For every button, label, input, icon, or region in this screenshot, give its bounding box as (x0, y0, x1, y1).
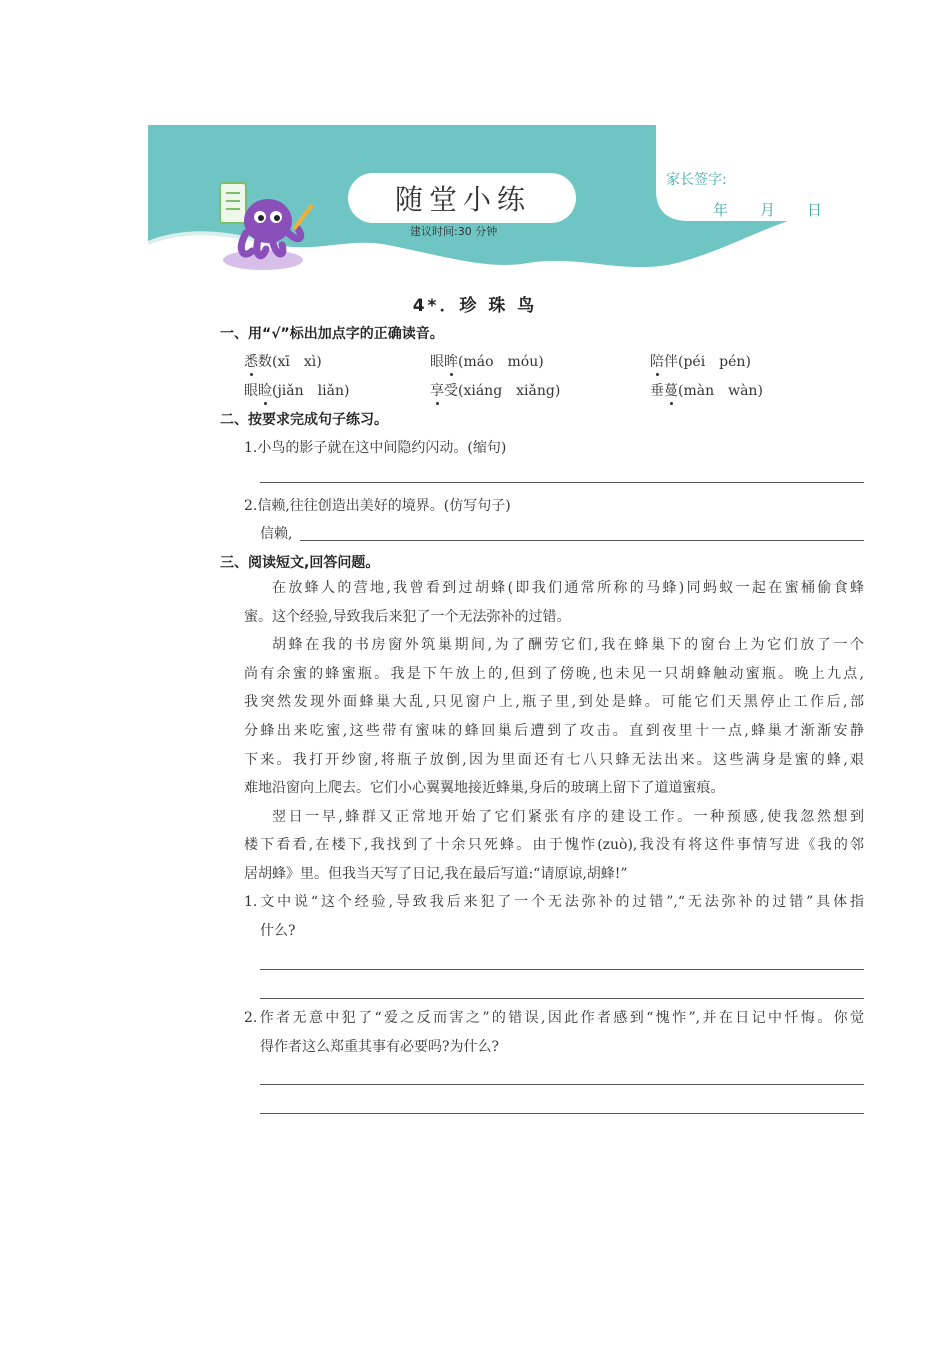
header-banner (148, 125, 938, 285)
pinyin-item: 悉数(xī xì) (244, 351, 322, 371)
year-label: 年 (713, 201, 729, 219)
date-fields (713, 199, 822, 220)
worksheet-title: 随堂小练 (394, 183, 531, 216)
answer-line[interactable] (260, 482, 864, 483)
section2-question-2: 2.信赖,往往创造出美好的境界。(仿写句子) (244, 498, 511, 514)
passage-line: 在放蜂人的营地,我曾看到过胡蜂(即我们通常所称的马蜂)同蚂蚁一起在蜜桶偷食蜂 (272, 580, 864, 596)
suggested-time: 建议时间:30 分钟 (410, 225, 498, 238)
passage-line: 胡蜂在我的书房窗外筑巢期间,为了酬劳它们,我在蜂巢下的窗台上为它们放了一个 (272, 637, 864, 654)
month-label: 月 (760, 201, 776, 219)
passage-line: 下来。我打开纱窗,将瓶子放倒,因为里面还有七八只蜂无法出来。这些满身是蜜的蜂,艰 (244, 751, 864, 768)
passage-line: 尚有余蜜的蜂蜜瓶。我是下午放上的,但到了傍晚,也未见一只胡蜂触动蜜瓶。晚上九点, (244, 665, 864, 682)
passage-line: 翌日一早,蜂群又正常地开始了它们紧张有序的建设工作。一种预感,使我忽然想到 (272, 808, 864, 825)
section3-heading: 三、阅读短文,回答问题。 (220, 555, 380, 571)
passage-line: 我突然发现外面蜂巢大乱,只见窗户上,瓶子里,到处是蜂。可能它们天黑停止工作后,部 (244, 694, 864, 711)
section1-heading: 一、用“√”标出加点字的正确读音。 (220, 326, 444, 342)
section2-heading: 二、按要求完成句子练习。 (220, 412, 388, 428)
passage-line: 难地沿窗向上爬去。它们小心翼翼地接近蜂巢,身后的玻璃上留下了道道蜜痕。 (244, 780, 725, 797)
pinyin-item: 眼眸(máo móu) (430, 351, 544, 371)
answer-line[interactable] (260, 969, 864, 970)
pinyin-item: 眼睑(jiǎn liǎn) (244, 380, 349, 400)
answer-line[interactable] (260, 1113, 864, 1114)
answer-line[interactable] (260, 998, 864, 999)
lesson-title: 4*．珍 珠 鸟 (412, 296, 538, 316)
parent-signature-label: 家长签字: (666, 172, 727, 188)
pinyin-item: 享受(xiáng xiǎng) (430, 380, 560, 400)
answer-line[interactable] (260, 1084, 864, 1085)
passage-line: 分蜂出来吃蜜,这些带有蜜味的蜂回巢后遭到了攻击。直到夜里十一点,蜂巢才渐渐安静 (244, 722, 864, 739)
passage-line: 居胡蜂》里。但我当天写了日记,我在最后写道:“请原谅,胡蜂!” (244, 865, 628, 882)
section3-question-1: 1.文中说“这个经验,导致我后来犯了一个无法弥补的过错”,“无法弥补的过错”具体指 什么? (244, 894, 864, 939)
reading-passage (244, 574, 864, 889)
passage-line: 楼下看看,在楼下,我找到了十余只死蜂。由于愧怍(zuò),我没有将这件事情写进《我的邻 (244, 837, 864, 854)
imitation-prefix: 信赖, (260, 526, 293, 542)
pinyin-item: 陪伴(péi pén) (650, 351, 751, 371)
pinyin-item: 垂蔓(màn wàn) (650, 380, 763, 400)
section2-question-1: 1.小鸟的影子就在这中间隐约闪动。(缩句) (244, 440, 507, 456)
section3-question-2: 2.作者无意中犯了“爱之反而害之”的错误,因此作者感到“愧怍”,并在日记中忏悔。你觉 得作者这么郑重其事有必要吗?为什么? (244, 1010, 864, 1055)
day-label: 日 (807, 201, 823, 219)
passage-line: 蜜。这个经验,导致我后来犯了一个无法弥补的过错。 (244, 608, 571, 625)
answer-line[interactable] (300, 540, 864, 541)
